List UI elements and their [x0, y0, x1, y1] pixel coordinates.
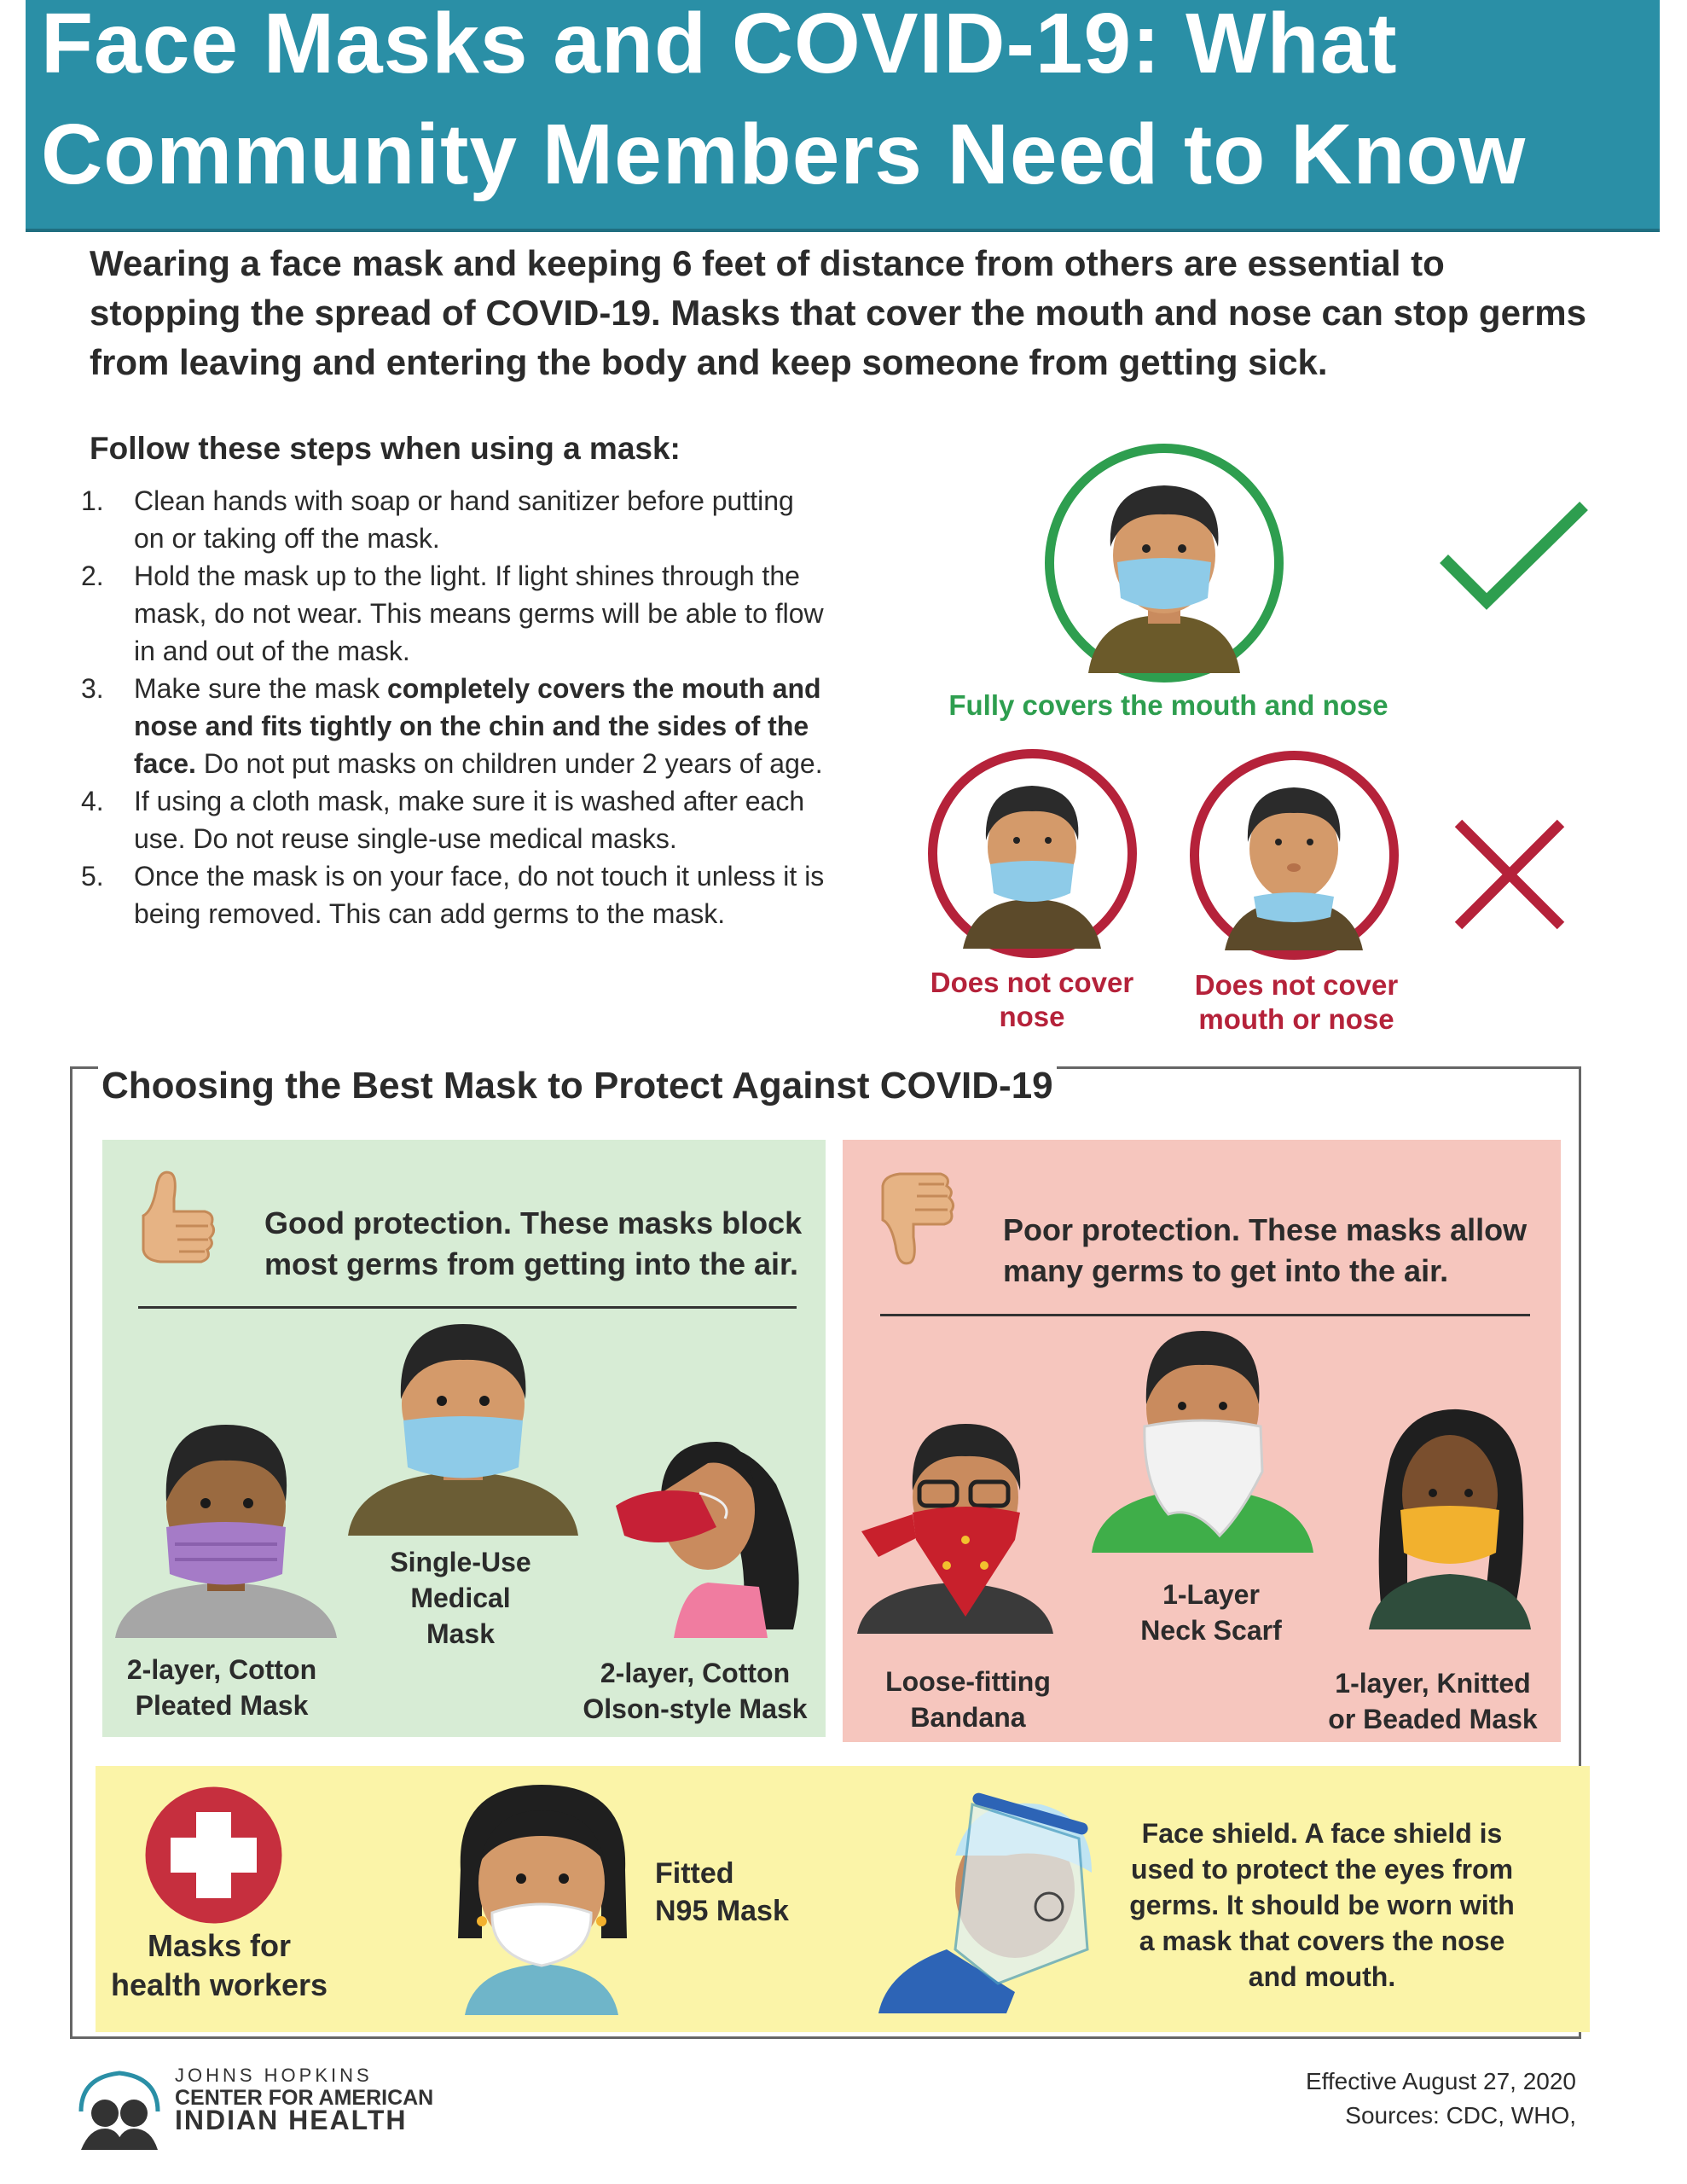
step-item: 4. If using a cloth mask, make sure it is washed after each use. Do not reuse single-use medical masks.: [81, 786, 805, 854]
footer-info: [1306, 2065, 1576, 2133]
bandana-illustration: [853, 1412, 1058, 1634]
logo-icon: [72, 2060, 166, 2154]
step-item: 1. Clean hands with soap or hand sanitizer before putting on or taking off the mask.: [81, 485, 794, 554]
thumbs-down-icon: [866, 1160, 959, 1271]
medical-mask-illustration: [348, 1314, 578, 1536]
title-line-1: Face Masks and COVID-19: What: [41, 0, 1398, 91]
mask-label-pleated: 2-layer, Cotton Pleated Mask: [126, 1654, 317, 1721]
checkmark-icon: [1437, 499, 1591, 614]
olson-mask-illustration: [614, 1416, 810, 1638]
good-protection-text: Good protection. These masks block most germs from getting into the air.: [264, 1205, 803, 1281]
mask-label-neck-scarf: 1-Layer Neck Scarf: [1140, 1579, 1282, 1646]
effective-date: Effective August 27, 2020: [1305, 2068, 1576, 2094]
face-shield-text: Face shield. A face shield is used to protect the eyes from germs. It should be worn with a mask that covers the nose and mouth.: [1129, 1818, 1515, 1992]
face-icon: [1199, 760, 1389, 950]
steps-heading: Follow these steps when using a mask:: [90, 431, 681, 466]
mask-label-knitted: 1-layer, Knitted or Beaded Mask: [1328, 1668, 1538, 1734]
knitted-mask-illustration: [1356, 1399, 1544, 1629]
steps-list: [81, 482, 832, 932]
mask-label-bandana: Loose-fitting Bandana: [885, 1666, 1051, 1733]
thumbs-up-icon: [126, 1165, 220, 1275]
organization-logo-text: JOHNS HOPKINS CENTER FOR AMERICAN INDIAN HEALTH: [175, 2065, 434, 2135]
bad-fit-caption-2: Does not cover mouth or nose: [1194, 969, 1399, 1035]
face-shield-illustration: [878, 1779, 1109, 2013]
page-title: [41, 0, 1644, 210]
correct-mask-illustration: [1045, 444, 1284, 682]
pleated-mask-illustration: [115, 1408, 337, 1638]
good-fit-caption: Fully covers the mouth and nose: [948, 689, 1388, 721]
title-line-2: Community Members Need to Know: [41, 107, 1527, 202]
face-icon: [937, 758, 1128, 949]
mask-label-medical: Single-Use Medical Mask: [390, 1547, 531, 1649]
step-item: 5. Once the mask is on your face, do not touch it unless it is being removed. This can add germs to the mask.: [81, 861, 825, 929]
divider: [880, 1314, 1530, 1316]
poor-protection-text: Poor protection. These masks allow many germs to get into the air.: [1003, 1212, 1528, 1288]
nose-uncovered-illustration: [928, 749, 1137, 958]
n95-mask-illustration: [439, 1776, 644, 2015]
face-icon: [1054, 453, 1274, 673]
step-item: 3. Make sure the mask completely covers the mouth and nose and fits tightly on the chin and the sides of the face. Do not put masks on children under 2 years of age.: [81, 673, 823, 779]
step-item: 2. Hold the mask up to the light. If light shines through the mask, do not wear. This means germs will be able to flow in and out of the mask.: [81, 561, 824, 666]
sources: Sources: CDC, WHO,: [1345, 2102, 1576, 2129]
x-mark-icon: [1450, 815, 1569, 934]
choosing-heading: Choosing the Best Mask to Protect Against COVID-19: [98, 1065, 1057, 1107]
divider: [138, 1306, 797, 1309]
intro-paragraph: Wearing a face mask and keeping 6 feet of distance from others are essential to stopping the spread of COVID-19. Masks that cover the mouth and nose can stop germs from leaving and entering the body and keep someone from getting sick.: [90, 243, 1586, 382]
health-workers-label: Masks for health workers: [110, 1928, 328, 2002]
neck-scarf-illustration: [1092, 1322, 1313, 1553]
bad-fit-caption-1: Does not cover nose: [930, 967, 1134, 1032]
mask-label-olson: 2-layer, Cotton Olson-style Mask: [583, 1658, 808, 1724]
mouth-nose-uncovered-illustration: [1190, 751, 1399, 960]
medical-cross-icon: [143, 1785, 284, 1926]
n95-label: Fitted N95 Mask: [655, 1857, 789, 1927]
